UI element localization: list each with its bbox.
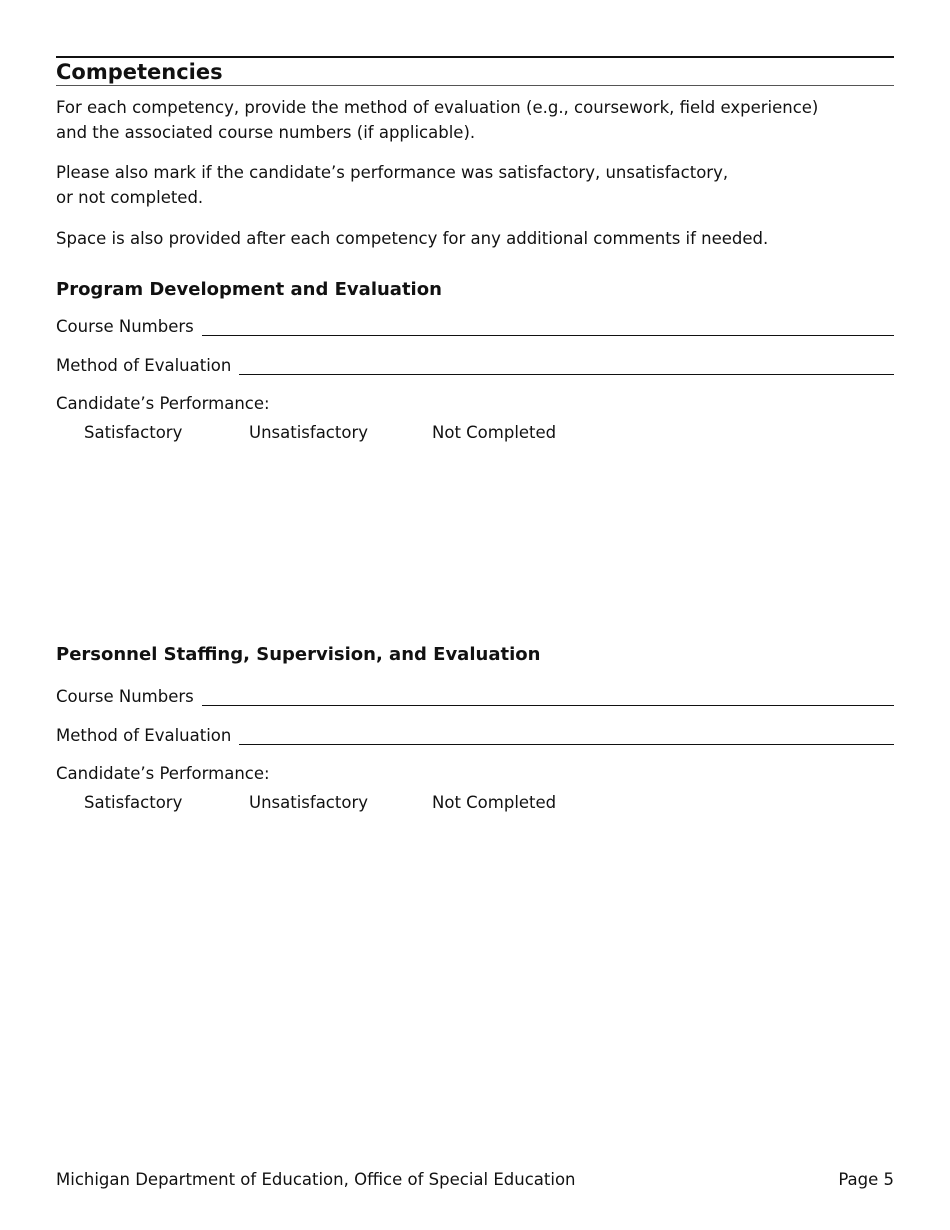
- page-title: Competencies: [56, 59, 894, 86]
- option-unsatisfactory[interactable]: Unsatisfactory: [249, 793, 368, 812]
- candidate-performance-label: Candidate’s Performance:: [56, 764, 270, 783]
- option-not-completed[interactable]: Not Completed: [432, 423, 557, 442]
- course-numbers-label: Course Numbers: [56, 317, 194, 336]
- footer-organization: Michigan Department of Education, Office of Special Education: [56, 1170, 576, 1189]
- intro-line: and the associated course numbers (if applicable).: [56, 123, 476, 142]
- option-satisfactory[interactable]: Satisfactory: [84, 793, 183, 812]
- intro-line: Please also mark if the candidate’s performance was satisfactory, unsatisfactory,: [56, 163, 729, 182]
- option-not-completed[interactable]: Not Completed: [432, 793, 557, 812]
- method-of-evaluation-label: Method of Evaluation: [56, 726, 232, 745]
- method-of-evaluation-field: [56, 355, 894, 377]
- intro-paragraph-2: [56, 160, 894, 210]
- course-numbers-label: Course Numbers: [56, 687, 194, 706]
- course-numbers-input[interactable]: [202, 691, 894, 706]
- document-page: [56, 0, 894, 1230]
- competency-title: Program Development and Evaluation: [56, 279, 442, 300]
- option-unsatisfactory[interactable]: Unsatisfactory: [249, 423, 368, 442]
- method-of-evaluation-input[interactable]: [239, 730, 894, 745]
- intro-paragraph-1: [56, 95, 894, 145]
- method-of-evaluation-field: [56, 725, 894, 747]
- method-of-evaluation-label: Method of Evaluation: [56, 356, 232, 375]
- intro-line: For each competency, provide the method of evaluation (e.g., coursework, field experience): [56, 98, 819, 117]
- competency-title: Personnel Staffing, Supervision, and Evaluation: [56, 644, 541, 665]
- course-numbers-input[interactable]: [202, 321, 894, 336]
- intro-line: or not completed.: [56, 188, 204, 207]
- course-numbers-field: [56, 686, 894, 708]
- page-number: Page 5: [838, 1170, 894, 1189]
- top-rule: [56, 56, 894, 58]
- option-satisfactory[interactable]: Satisfactory: [84, 423, 183, 442]
- candidate-performance-label: Candidate’s Performance:: [56, 394, 270, 413]
- method-of-evaluation-input[interactable]: [239, 360, 894, 375]
- course-numbers-field: [56, 316, 894, 338]
- intro-paragraph-3: Space is also provided after each competency for any additional comments if needed.: [56, 229, 769, 248]
